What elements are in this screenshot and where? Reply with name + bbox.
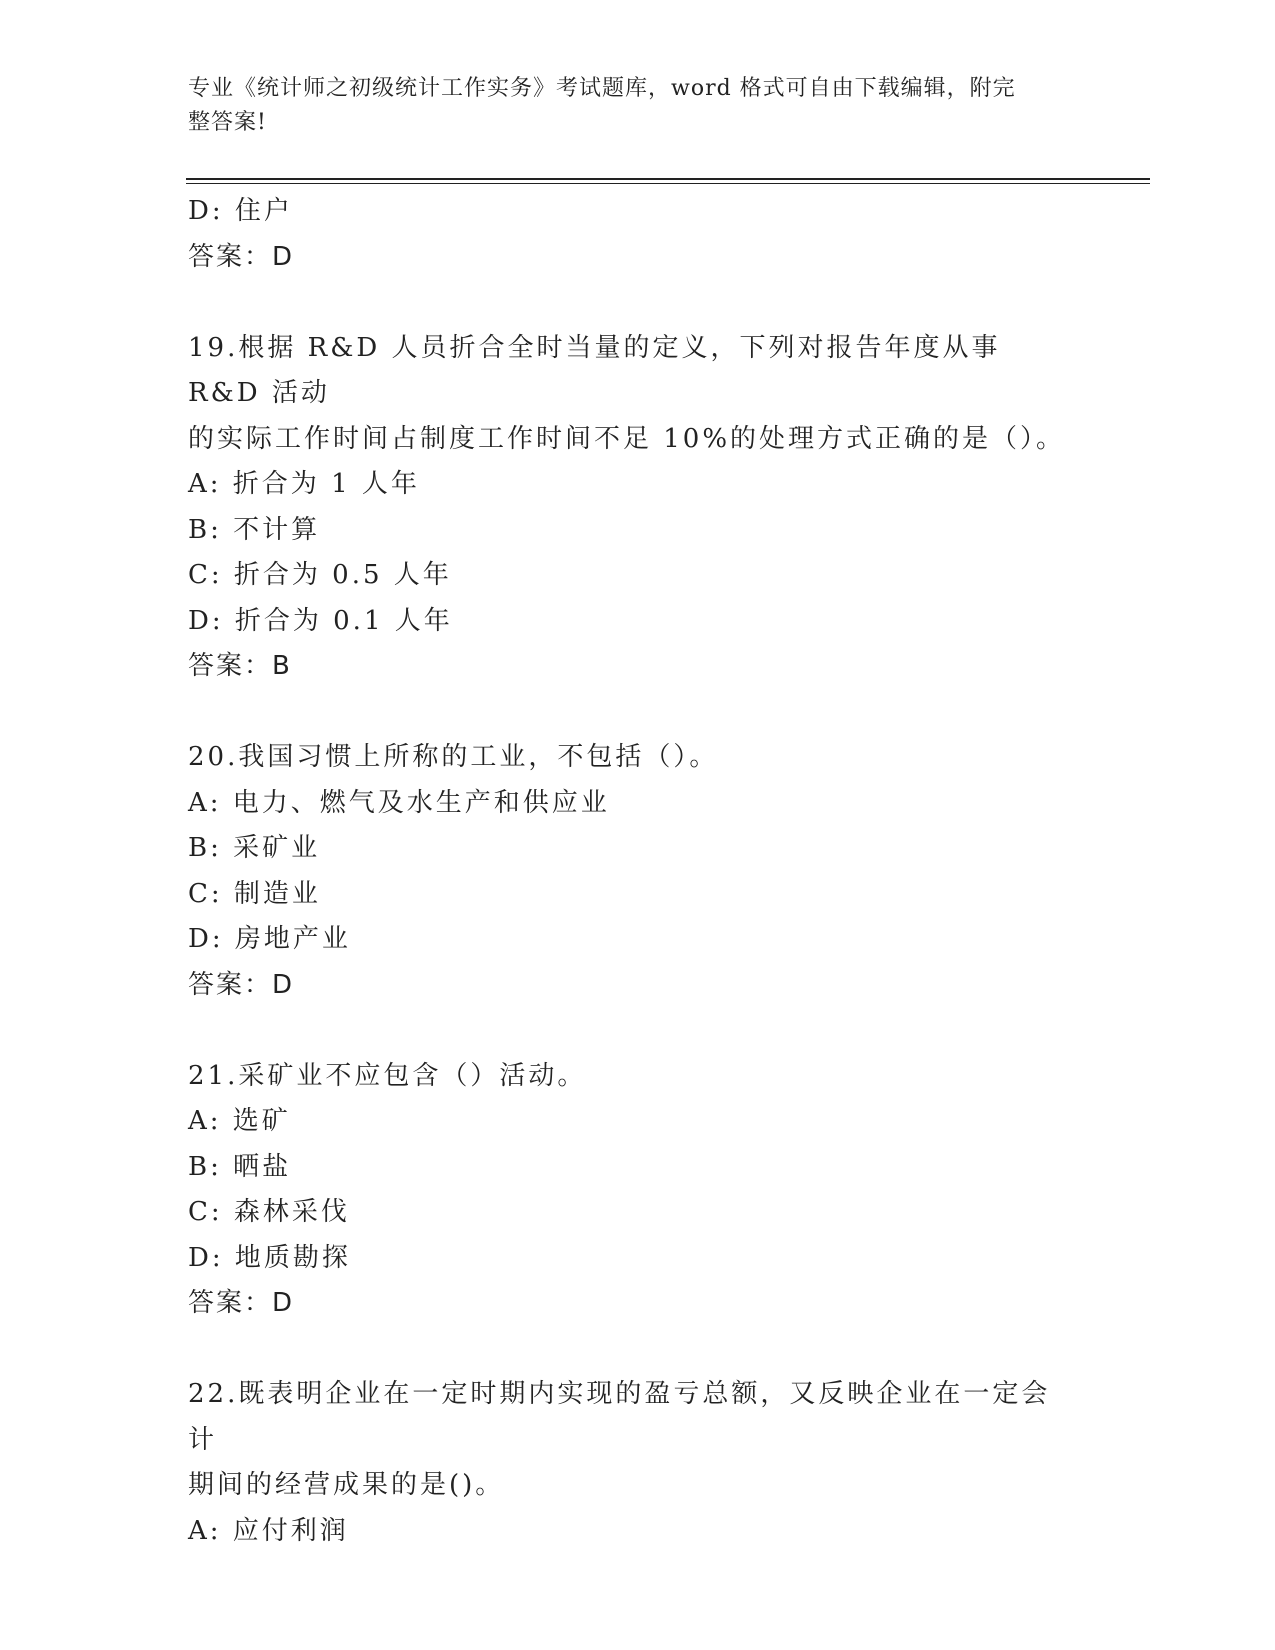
header-line-2: 整答案! (188, 110, 267, 135)
document-header (188, 72, 1068, 140)
spacer (188, 1327, 1088, 1373)
header-divider-thin (186, 183, 1150, 184)
answer: 答案：D (188, 241, 295, 272)
option-d: D: 住户 (188, 196, 293, 226)
option-b: B: 晒盐 (188, 1151, 292, 1182)
question-text-line-1: 19.根据 R&D 人员折合全时当量的定义，下列对报告年度从事 R&D 活动 (188, 332, 1001, 408)
answer: 答案：D (188, 969, 295, 1000)
option-a: A: 折合为 1 人年 (188, 469, 420, 499)
option-b: B: 采矿业 (188, 833, 321, 863)
question-text-line-2: 的实际工作时间占制度工作时间不足 10%的处理方式正确的是（）。 (188, 423, 1066, 454)
header-line-1: 专业《统计师之初级统计工作实务》考试题库，word 格式可自由下载编辑，附完 (188, 76, 1016, 101)
spacer (188, 690, 1088, 736)
question-text-line-1: 21.采矿业不应包含（）活动。 (188, 1060, 587, 1091)
answer: 答案：D (188, 1288, 295, 1318)
question-text-line-1: 20.我国习惯上所称的工业，不包括（）。 (188, 742, 719, 772)
question-list (188, 189, 1088, 1554)
option-a: A: 电力、燃气及水生产和供应业 (188, 787, 610, 818)
option-a: A: 选矿 (188, 1106, 291, 1136)
question-20 (188, 735, 1088, 1008)
option-c: C: 森林采伐 (188, 1197, 350, 1227)
option-d: D: 折合为 0.1 人年 (188, 605, 453, 636)
spacer (188, 280, 1088, 326)
option-c: C: 制造业 (188, 878, 321, 909)
question-22 (188, 1372, 1088, 1554)
option-a: A: 应付利润 (188, 1515, 349, 1546)
option-d: D: 地质勘探 (188, 1242, 351, 1273)
question-text-line-1: 22.既表明企业在一定时期内实现的盈亏总额，又反映企业在一定会计 (188, 1379, 1051, 1455)
question-text-line-2: 期间的经营成果的是()。 (188, 1470, 505, 1500)
option-d: D: 房地产业 (188, 924, 351, 954)
answer: 答案：B (188, 651, 292, 681)
question-19 (188, 326, 1088, 690)
question-21 (188, 1054, 1088, 1327)
option-b: B: 不计算 (188, 514, 321, 545)
option-c: C: 折合为 0.5 人年 (188, 560, 452, 590)
question-18-tail (188, 189, 1088, 280)
header-divider-thick (186, 178, 1150, 180)
spacer (188, 1008, 1088, 1054)
